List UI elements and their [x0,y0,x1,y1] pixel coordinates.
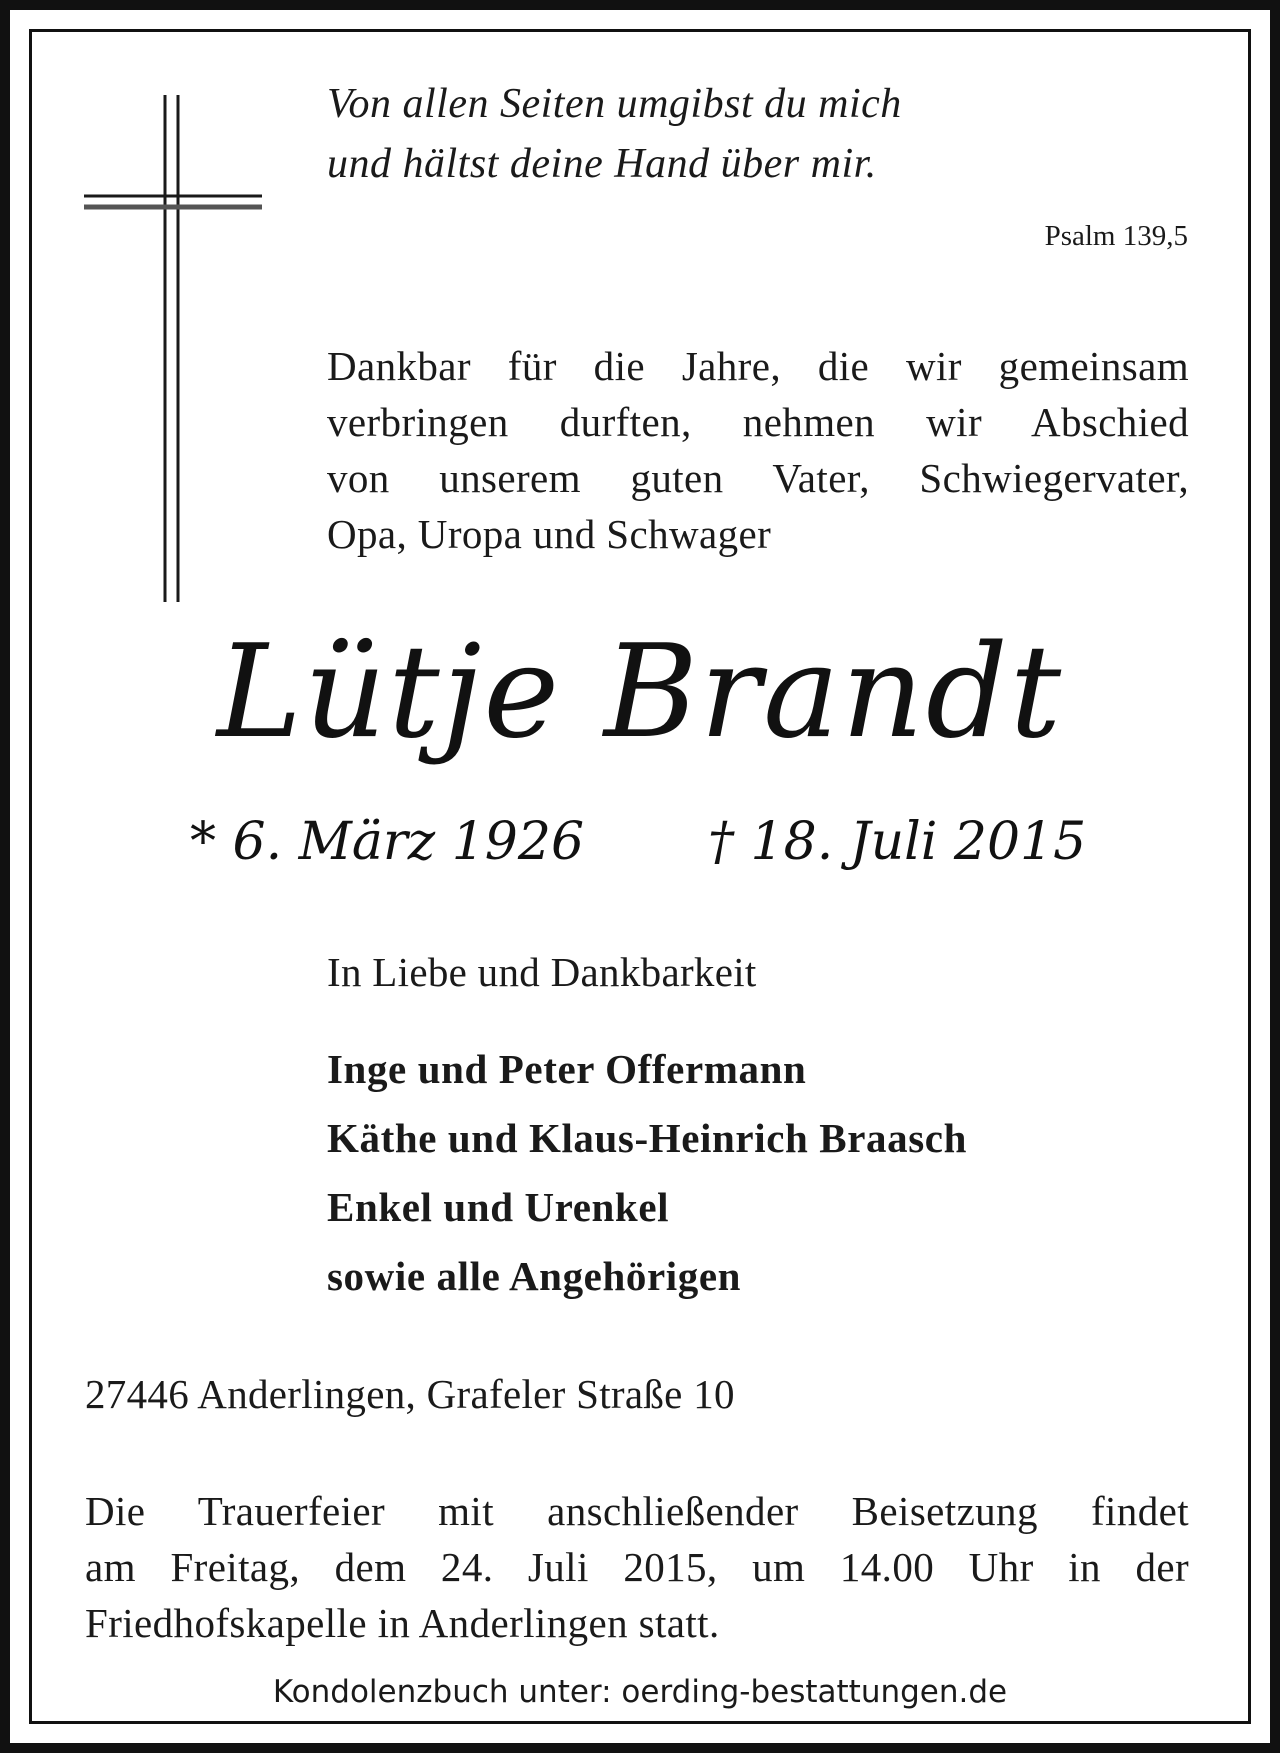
mourner-entry: Enkel und Urenkel [327,1184,670,1230]
verse-line: und hältst deine Hand über mir. [327,141,877,187]
intro-line: von unserem guten Vater, Schwiegervater, [327,455,1189,501]
verse-line: Von allen Seiten umgibst du mich [327,81,902,127]
intro-line: verbringen durften, nehmen wir Abschied [327,399,1189,445]
mourner-entry: Käthe und Klaus-Heinrich Braasch [327,1115,967,1161]
intro-line: Opa, Uropa und Schwager [327,511,772,557]
mourner-entry: Inge und Peter Offermann [327,1046,807,1092]
funeral-line: Friedhofskapelle in Anderlingen statt. [85,1600,720,1646]
mourner-entry: sowie alle Angehörigen [327,1253,742,1299]
funeral-info [85,1483,1189,1651]
cross-icon [0,0,270,620]
bible-verse [327,74,1027,194]
intro-line: Dankbar für die Jahre, die wir gemeinsam [327,343,1189,389]
closing-phrase: In Liebe und Dankbarkeit [327,949,757,995]
deceased-name: Lütje Brandt [216,618,1064,767]
verse-source: Psalm 139,5 [1044,220,1188,252]
funeral-line: Die Trauerfeier mit anschließender Beisetzung findet [85,1488,1189,1534]
family-address: 27446 Anderlingen, Grafeler Straße 10 [85,1371,735,1417]
mourners-list [327,1035,967,1311]
birth-date: * 6. März 1926 [190,812,585,872]
funeral-line: am Freitag, dem 24. Juli 2015, um 14.00 Uhr in der [85,1544,1189,1590]
intro-text [327,338,1189,562]
death-date: † 18. Juli 2015 [708,812,1087,872]
condolence-link[interactable]: Kondolenzbuch unter: oerding-bestattungen.de [272,1674,1008,1710]
